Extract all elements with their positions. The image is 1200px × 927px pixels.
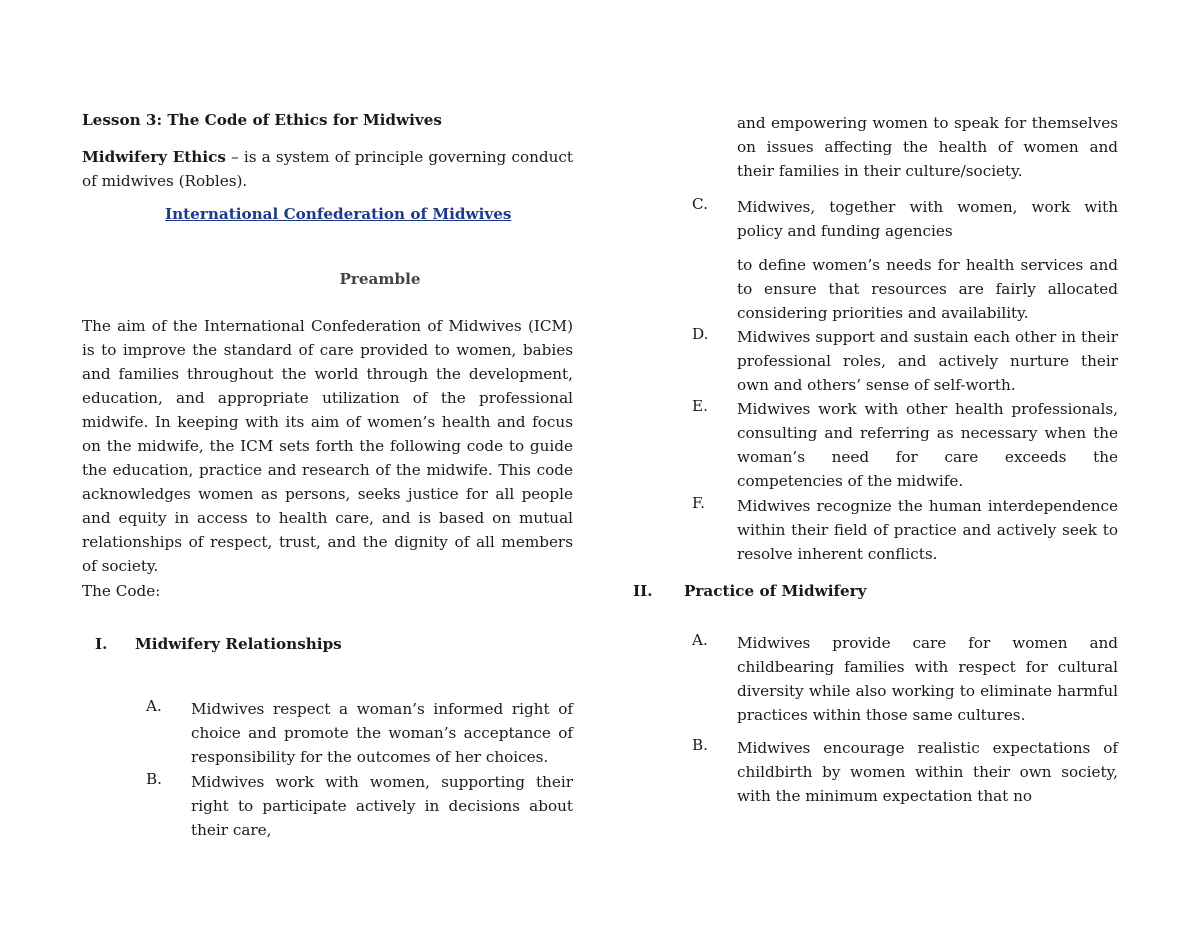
section-1-item-c-letter: C. — [692, 195, 708, 213]
section-1-item-d-text: Midwives support and sustain each other in their professional roles, and actively nurture their own and others’ sense of self-worth. — [737, 328, 1118, 394]
definition-paragraph — [82, 145, 573, 193]
section-2-item-b-letter: B. — [692, 736, 708, 754]
preamble-text: The aim of the International Confederation of Midwives (ICM) is to improve the standard of care provided to women, babies and families throughout the world through the development, education, and appropriate utilization of the professional midwife. In keeping with its aim of women’s health and focus on the midwife, the ICM sets forth the following code to guide the education, practice and research of the midwife. This code acknowledges women as persons, seeks justice for all people and equity in access to health care, and is based on mutual relationships of respect, trust, and the dignity of all members of society. — [82, 317, 573, 575]
icm-link[interactable]: International Confederation of Midwives — [165, 205, 512, 223]
definition-term: Midwifery Ethics — [82, 148, 226, 166]
section-1-item-e-text: Midwives work with other health professionals, consulting and referring as necessary when the woman’s need for care exceeds the competencies of the midwife. — [737, 400, 1118, 490]
section-1-item-d-letter: D. — [692, 325, 709, 343]
section-2-item-b-text: Midwives encourage realistic expectations of childbirth by women within their own society, with the minimum expectation that no — [737, 739, 1118, 805]
section-1-item-e-letter: E. — [692, 397, 708, 415]
section-1-item-c-continued: to define women’s needs for health services and to ensure that resources are fairly allocated considering priorities and availability. — [737, 256, 1118, 322]
section-1-item-b-continued: and empowering women to speak for themselves on issues affecting the health of women and their families in their culture/society. — [737, 114, 1118, 180]
section-1-item-c-text: Midwives, together with women, work with policy and funding agencies — [737, 198, 1118, 240]
section-1-item-b-text: Midwives work with women, supporting their right to participate actively in decisions about their care, — [191, 773, 573, 839]
preamble-title: Preamble — [339, 270, 421, 288]
lesson-title: Lesson 3: The Code of Ethics for Midwives — [82, 111, 442, 129]
section-1-item-b-letter: B. — [146, 770, 162, 788]
section-1-item-f-text: Midwives recognize the human interdependence within their field of practice and actively seek to resolve inherent conflicts. — [737, 497, 1118, 563]
section-1-number: I. — [95, 635, 108, 653]
section-2-title: Practice of Midwifery — [684, 582, 867, 600]
section-2-item-a-text: Midwives provide care for women and childbearing families with respect for cultural diversity while also working to eliminate harmful practices within those same cultures. — [737, 634, 1118, 724]
section-1-item-f-letter: F. — [692, 494, 705, 512]
code-label: The Code: — [82, 582, 161, 600]
section-1-title: Midwifery Relationships — [135, 635, 342, 653]
section-1-item-a-letter: A. — [146, 697, 162, 715]
section-2-item-a-letter: A. — [692, 631, 708, 649]
section-2-number: II. — [633, 582, 653, 600]
section-1-item-a-text: Midwives respect a woman’s informed right of choice and promote the woman’s acceptance of responsibility for the outcomes of her choices. — [191, 700, 573, 766]
definition-text: – is a system of principle governing conduct of midwives (Robles). — [82, 148, 573, 190]
